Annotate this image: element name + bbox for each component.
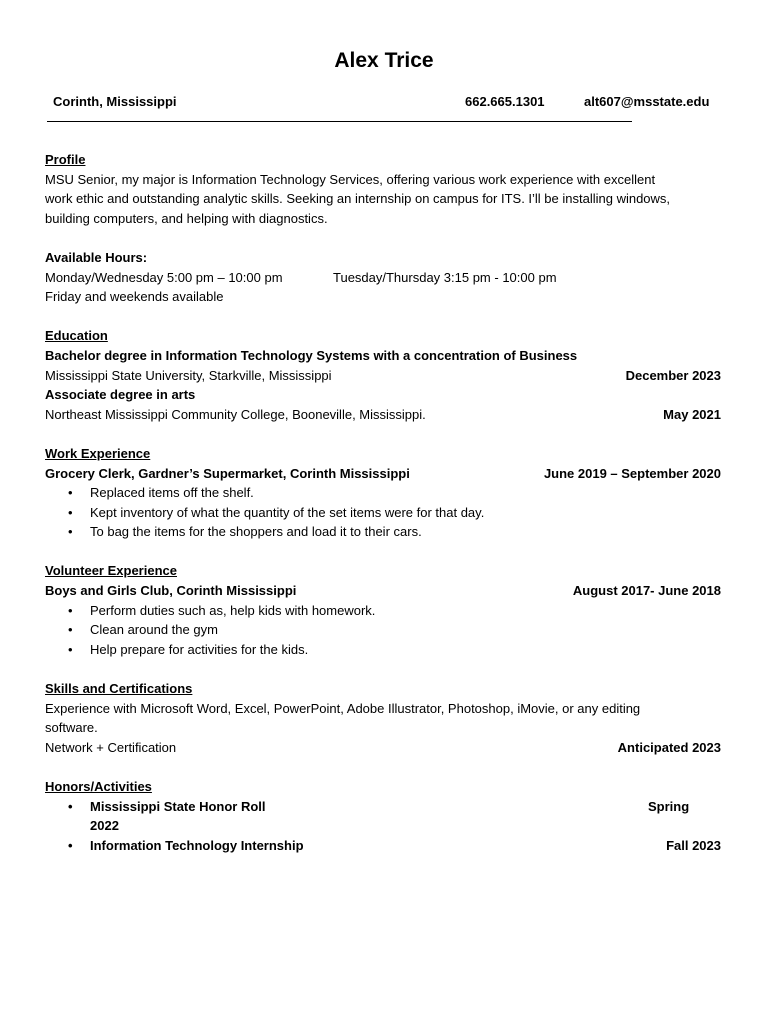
volunteer-dates: August 2017- June 2018 xyxy=(572,583,721,599)
profile-line: work ethic and outstanding analytic skills. Seeking an internship on campus for ITS. I’ll be installing windows, xyxy=(45,191,671,207)
profile-line: building computers, and helping with diagnostics. xyxy=(45,210,328,226)
skills-section xyxy=(45,679,721,757)
contact-phone: 662.665.1301 xyxy=(465,94,545,109)
school-row xyxy=(45,366,721,386)
work-heading: Work Experience xyxy=(45,445,151,461)
honor-period: Fall 2023 xyxy=(666,837,721,853)
list-item xyxy=(45,797,721,817)
hours-tue-thu: Tuesday/Thursday 3:15 pm - 10:00 pm xyxy=(333,269,557,285)
volunteer-heading: Volunteer Experience xyxy=(45,563,177,579)
degree-title: Bachelor degree in Information Technology Systems with a concentration of Business xyxy=(45,347,578,363)
job-duties xyxy=(45,483,721,542)
work-section xyxy=(45,444,721,542)
graduation-date: May 2021 xyxy=(663,406,721,422)
duty-text: Kept inventory of what the quantity of the set items were for that day. xyxy=(90,504,485,520)
bullet-icon: • xyxy=(68,798,73,814)
duty-text: Help prepare for activities for the kids. xyxy=(90,641,309,657)
skills-line: software. xyxy=(45,720,98,736)
honors-heading: Honors/Activities xyxy=(45,779,152,794)
duty-text: Perform duties such as, help kids with homework. xyxy=(90,602,376,618)
bullet-icon: • xyxy=(68,485,73,501)
hours-mon-wed: Monday/Wednesday 5:00 pm – 10:00 pm xyxy=(45,269,283,285)
profile-section xyxy=(45,150,721,228)
volunteer-row xyxy=(45,581,721,601)
duty-text: Clean around the gym xyxy=(90,622,218,638)
bullet-icon: • xyxy=(68,622,73,638)
list-item xyxy=(45,640,721,660)
bullet-icon: • xyxy=(68,837,73,853)
list-item xyxy=(45,836,721,856)
profile-heading: Profile xyxy=(45,152,86,167)
school-name: Mississippi State University, Starkville, Mississippi xyxy=(45,367,332,383)
bullet-icon: • xyxy=(68,504,73,520)
profile-line: MSU Senior, my major is Information Technology Services, offering various work experience with excellent xyxy=(45,171,656,187)
certification-name: Network + Certification xyxy=(45,739,177,755)
volunteer-title: Boys and Girls Club, Corinth Mississippi xyxy=(45,583,297,599)
hours-section xyxy=(45,248,721,307)
bullet-icon: • xyxy=(68,524,73,540)
honor-period-continued: 2022 xyxy=(90,818,119,834)
list-item xyxy=(45,483,721,503)
bullet-icon: • xyxy=(68,641,73,657)
job-title: Grocery Clerk, Gardner’s Supermarket, Corinth Mississippi xyxy=(45,465,410,481)
honor-period: Spring xyxy=(648,798,690,814)
contact-email: alt607@msstate.edu xyxy=(584,94,710,109)
volunteer-duties xyxy=(45,601,721,660)
honors-section xyxy=(45,777,721,855)
skills-line: Experience with Microsoft Word, Excel, PowerPoint, Adobe Illustrator, Photoshop, iMovie, or any editing xyxy=(45,700,641,716)
hours-weekends: Friday and weekends available xyxy=(45,289,224,305)
job-row xyxy=(45,464,721,484)
header-divider xyxy=(47,121,632,122)
resume-body xyxy=(45,150,721,875)
skills-heading: Skills and Certifications xyxy=(45,681,193,697)
list-item xyxy=(45,620,721,640)
list-item xyxy=(45,601,721,621)
hours-row xyxy=(45,268,721,288)
degree-title: Associate degree in arts xyxy=(45,387,196,403)
school-name: Northeast Mississippi Community College, Booneville, Mississippi. xyxy=(45,406,426,422)
school-row xyxy=(45,405,721,425)
job-dates: June 2019 – September 2020 xyxy=(543,465,721,481)
duty-text: Replaced items off the shelf. xyxy=(90,485,254,501)
honor-title: Information Technology Internship xyxy=(90,837,304,853)
contact-location: Corinth, Mississippi xyxy=(53,94,177,109)
certification-date: Anticipated 2023 xyxy=(617,739,721,755)
education-section xyxy=(45,326,721,424)
bullet-icon: • xyxy=(68,602,73,618)
hours-heading: Available Hours: xyxy=(45,249,148,265)
list-item xyxy=(45,522,721,542)
list-item xyxy=(45,503,721,523)
graduation-date: December 2023 xyxy=(625,367,721,383)
certification-row xyxy=(45,738,721,758)
volunteer-section xyxy=(45,561,721,659)
education-heading: Education xyxy=(45,328,108,344)
candidate-name: Alex Trice xyxy=(334,49,434,72)
honor-title: Mississippi State Honor Roll xyxy=(90,798,266,814)
duty-text: To bag the items for the shoppers and load it to their cars. xyxy=(90,524,422,540)
